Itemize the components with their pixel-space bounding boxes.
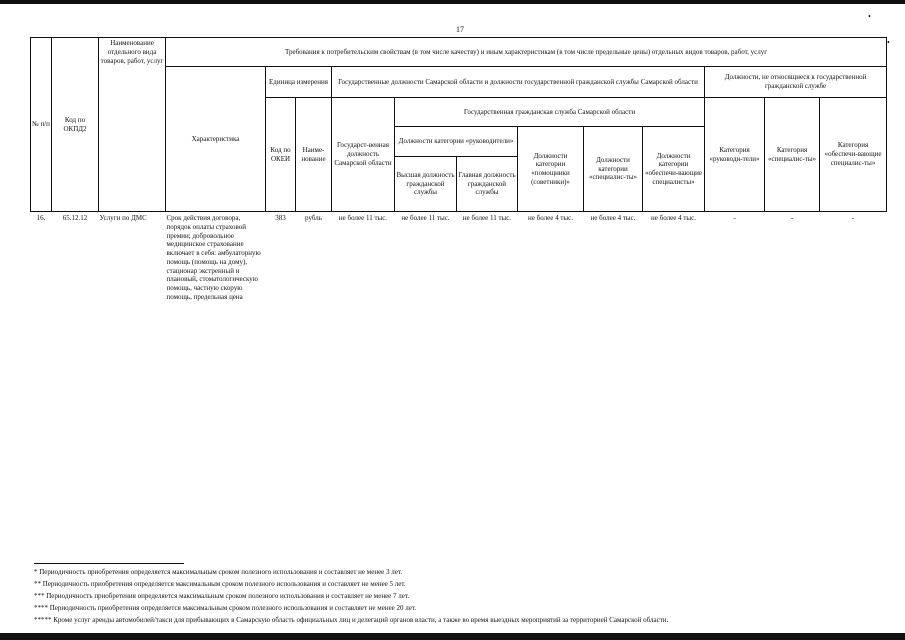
col-header-name: Наименование отдельного вида товаров, работ, услуг	[99, 38, 166, 212]
page-number: 17	[456, 25, 464, 34]
scan-speck: •	[887, 38, 890, 47]
col-header-non-gov: Должности, не относящиеся к государственной гражданской службе	[705, 67, 887, 98]
col-header-gov-position: Государст-венная должность Самарской области	[332, 98, 395, 212]
col-header-number: № п/п	[31, 38, 52, 212]
col-header-gov-positions: Государственные должности Самарской области и должности государственной гражданской службы Самарской области	[332, 67, 705, 98]
cell-specialists: не более 4 тыс.	[584, 212, 643, 304]
footnote-separator	[34, 563, 184, 564]
footnotes	[34, 566, 894, 626]
col-header-assistants: Должности категории «помощники (советники)»	[518, 127, 584, 212]
table-row	[31, 212, 887, 304]
footnote: ** Периодичность приобретения определяется максимальным сроком полезного использования и составляет не менее 5 лет.	[34, 580, 406, 588]
cell-okei: 383	[266, 212, 296, 304]
cell-assistants: не более 4 тыс.	[518, 212, 584, 304]
scan-border-bottom	[0, 633, 905, 640]
cell-unit: рубль	[296, 212, 332, 304]
col-header-unit-name: Наиме-нование	[296, 98, 332, 212]
col-header-civil-service: Государственная гражданская служба Самарской области	[395, 98, 705, 127]
cell-main: не более 11 тыс.	[457, 212, 518, 304]
cell-name: Услуги по ДМС	[99, 212, 166, 304]
col-header-okpd: Код по ОКПД2	[52, 38, 99, 212]
cell-highest: не более 11 тыс.	[395, 212, 457, 304]
col-header-cat-support: Категория «обеспечи-вающие специалис-ты»	[820, 98, 887, 212]
footnote: ***** Кроме услуг аренды автомобилей/такси для прибывающих в Самарскую область официальных лиц и делегаций органов власти, а также во время выездных мероприятий за территорией Самарской области.	[34, 616, 669, 624]
col-header-specialists: Должности категории «специалис-ты»	[584, 127, 643, 212]
cell-cat-specialists: -	[765, 212, 820, 304]
col-header-characteristic: Характеристика	[166, 67, 266, 212]
cell-cat-heads: -	[705, 212, 765, 304]
scan-speck: •	[868, 12, 871, 21]
col-header-main: Главная должность гражданской службы	[457, 157, 518, 212]
footnote: *** Периодичность приобретения определяется максимальным сроком полезного использования и составляет не менее 7 лет.	[34, 592, 410, 600]
col-header-heads: Должности категории «руководители»	[395, 127, 518, 157]
col-header-unit: Единица измерения	[266, 67, 332, 98]
col-header-cat-specialists: Категория «специалис-ты»	[765, 98, 820, 212]
cell-support: не более 4 тыс.	[643, 212, 705, 304]
requirements-table	[30, 37, 887, 304]
col-header-highest: Высшая должность гражданской службы	[395, 157, 457, 212]
cell-characteristic: Срок действия договора, порядок оплаты страховой премии; добровольное медицинское страхование включает в себя: амбулаторную помощь (помощь на дому), стационар экстренный и плановый, стоматологическую помощь, частную скорую помощь, предельная цена	[166, 212, 266, 304]
footnote: * Периодичность приобретения определяется максимальным сроком полезного использования и составляет не менее 3 лет.	[34, 568, 403, 576]
col-header-unit-code: Код по ОКЕИ	[266, 98, 296, 212]
cell-number: 16.	[31, 212, 52, 304]
col-header-requirements: Требования к потребительским свойствам (в том числе качеству) и иным характеристикам (в том числе предельные цены) отдельных видов товаров, работ, услуг	[166, 38, 887, 67]
cell-gov-position: не более 11 тыс.	[332, 212, 395, 304]
footnote: **** Периодичность приобретения определяется максимальным сроком полезного использования и составляет не менее 20 лет.	[34, 604, 417, 612]
col-header-cat-heads: Категория «руководи-тели»	[705, 98, 765, 212]
scan-border-top	[0, 0, 905, 4]
col-header-support: Должности категории «обеспечи-вающие специалисты»	[643, 127, 705, 212]
cell-cat-support: -	[820, 212, 887, 304]
cell-okpd: 65.12.12	[52, 212, 99, 304]
